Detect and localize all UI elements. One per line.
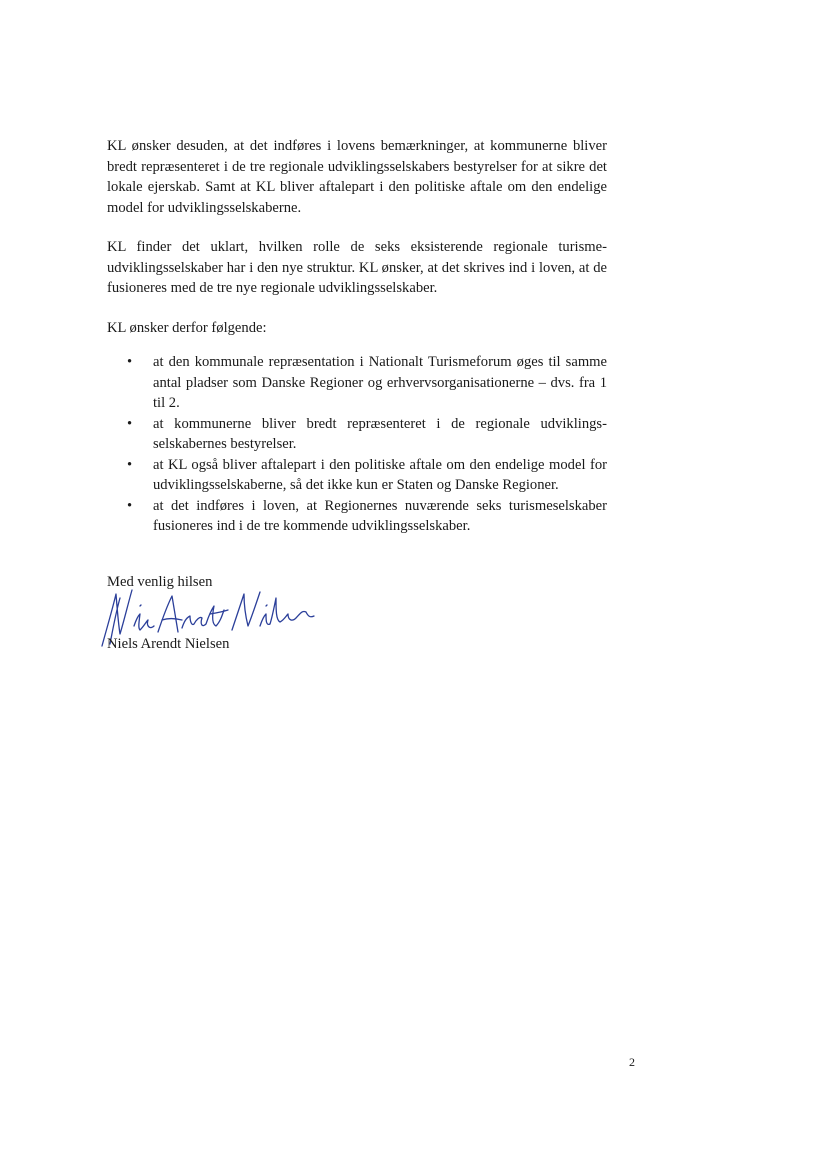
list-item-text: at den kommunale repræsentation i Nationalt Turismeforum øges til samme antal pladser som Danske Regioner og erhvervsorganisationerne – dvs. fra 1 til 2. bbox=[153, 354, 607, 411]
page-number: 2 bbox=[629, 1055, 635, 1069]
paragraph-1: KL ønsker desuden, at det indføres i lovens bemærkninger, at kommunerne bliver bredt repræsenteret i de tre regionale udviklingsselskabers bestyrelser for at sikre det lokale ejerskab. Samt at KL bliver aftalepart i den politiske aftale om den endelige model for udviklingsselskaberne. bbox=[107, 138, 607, 216]
request-list bbox=[107, 352, 607, 537]
list-item bbox=[107, 352, 607, 414]
list-item bbox=[107, 496, 607, 537]
list-item bbox=[107, 414, 607, 455]
list-item-text: at det indføres i loven, at Regionernes nuværende seks turismeselskaber fusioneres ind i de tre kommende udviklingsselskaber. bbox=[153, 497, 607, 534]
list-item-text: at kommunerne bliver bredt repræsenteret i de regionale udviklingsselskabernes bestyrelser. bbox=[153, 415, 607, 452]
paragraph-2: KL finder det uklart, hvilken rolle de seks eksisterende regionale turismeudviklingsselskaber har i den nye struktur. KL ønsker, at det skrives ind i loven, at de fusioneres med de tre nye regionale udviklingsselskaber. bbox=[107, 239, 607, 296]
bullet-icon: • bbox=[127, 497, 133, 514]
bullet-icon: • bbox=[127, 354, 133, 370]
paragraph-3: KL ønsker derfor følgende: bbox=[107, 320, 267, 336]
bullet-icon: • bbox=[127, 456, 133, 473]
closing-salutation: Med venlig hilsen bbox=[107, 574, 213, 590]
list-item-text: at KL også bliver aftalepart i den politiske aftale om den endelige model for udviklingsselskaberne, så det ikke kun er Staten og Danske Regioner. bbox=[153, 456, 607, 493]
signer-name: Niels Arendt Nielsen bbox=[107, 636, 230, 652]
bullet-icon: • bbox=[127, 415, 133, 432]
list-item bbox=[107, 455, 607, 496]
